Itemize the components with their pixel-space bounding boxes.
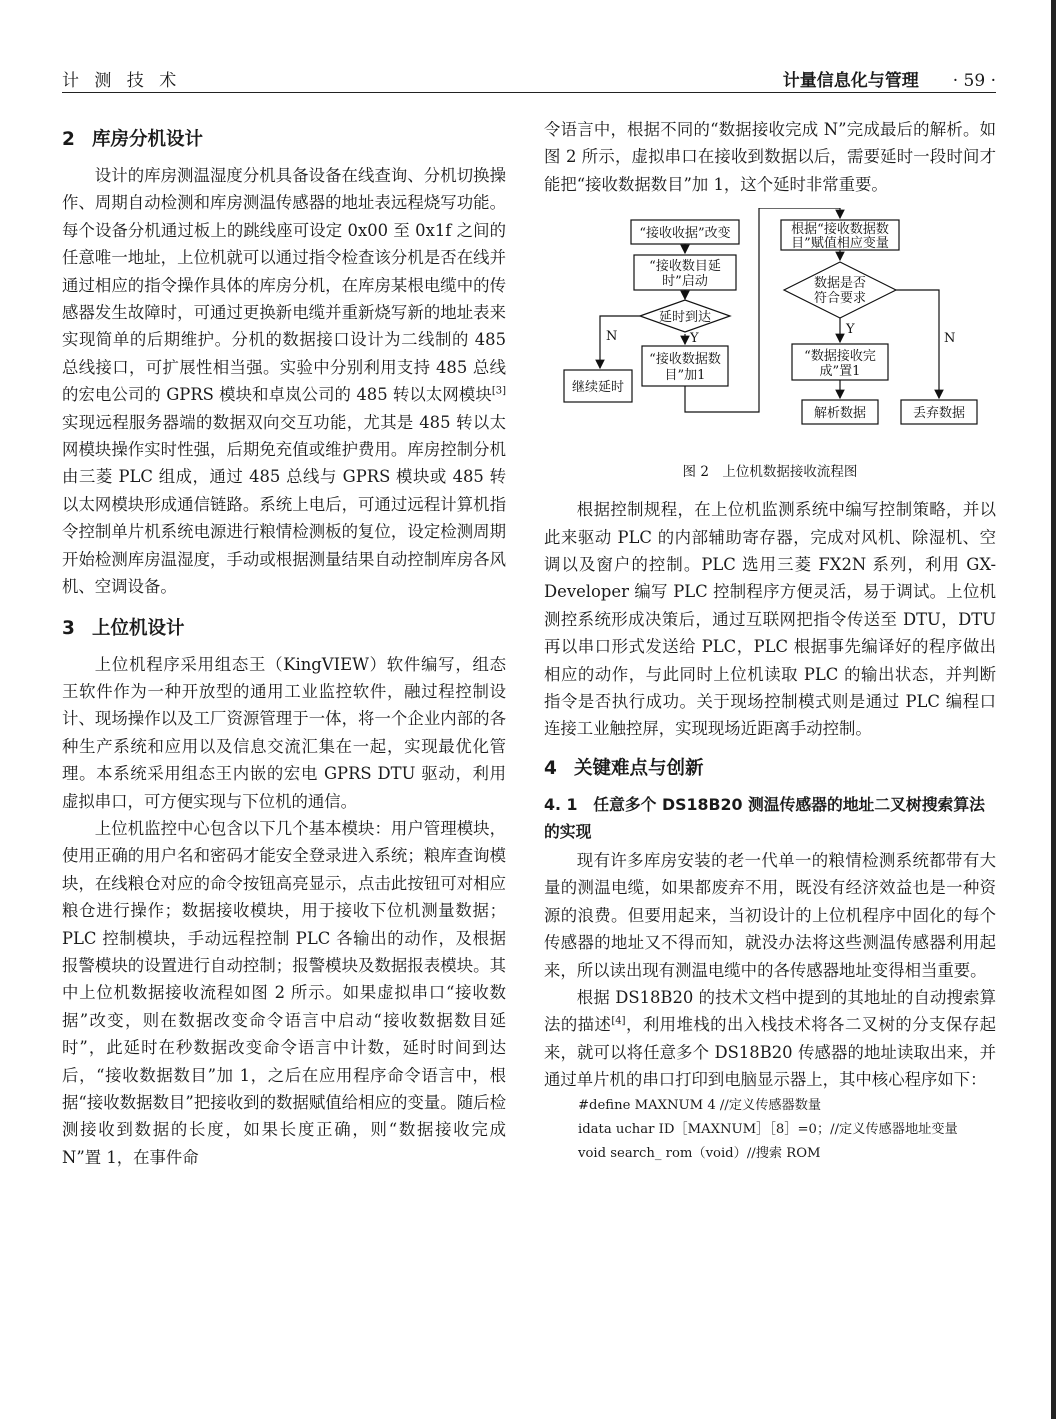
node-continue-delay: [564, 370, 632, 402]
flowchart-svg: [544, 208, 996, 490]
header-section-name: 计 测 技 术: [62, 71, 182, 91]
header-rule: [62, 92, 996, 93]
svg-text:符合要求: 符合要求: [813, 291, 867, 307]
section-2-paragraph: 设计的库房测温湿度分机具备设备在线查询、分机切换操作、周期自动检测和库房测温传感器的地址表远程烧写功能。每个设备分机通过板上的跳线座可设定 0x00 至 0x1f 之间的任意唯一地址，上位机就可以通过指令检查该分机是否在线并通过相应的指令操作具体的库房分机，在库房某根电缆中的传感器发生故障时，可通过更换新电缆并重新烧写新的地址表来实现简单的后期维护。分机的数据接口设计为二线制的 485 总线接口，可扩展性相当强。实验中分别利用支持 485 总线的宏电公司的 GPRS 模块和卓岚公司的 485 转以太网模块[3]实现远程服务器端的数据双向交互功能，尤其是 485 转以太网模块操作实时性强，后期免充值或维护费用。库房控制分机由三菱 PLC 组成，通过 485 总线与 GPRS 模块或 485 转以太网模块形成通信链路。系统上电后，可通过远程计算机指令控制单片机系统电源进行粮情检测板的复位，设定检测周期开始检测库房温湿度，手动或根据测量结果自动控制库房各风机、空调设备。: [62, 166, 506, 597]
figure-2-flowchart: [544, 208, 996, 490]
svg-text:目”赋值相应变量: 目”赋值相应变量: [791, 236, 889, 252]
section-4-1-paragraph-2: 根据 DS18B20 的技术文档中提到的其地址的自动搜索算法的描述[4]，利用堆栈的出入栈技术将各二叉树的分支保存起来，就可以将任意多个 DS18B20 传感器的地址读取出来，并通过单片机的串口打印到电脑显示器上，其中核心程序如下：: [544, 987, 996, 1090]
section-3-heading: 3 上位机设计: [62, 617, 185, 639]
svg-text:时”启动: 时”启动: [662, 274, 708, 290]
section-2-heading: 2 库房分机设计: [62, 129, 204, 150]
control-paragraph: 根据控制规程，在上位机监测系统中编写控制策略，并以此来驱动 PLC 的内部辅助寄存器，完成对风机、除湿机、空调以及窗户的控制。PLC 选用三菱 FX2N 系列，利用 GX-Developer 编写 PLC 控制程序方便灵活，易于调试。上位机测控系统形成决策后，通过互联网把指令传送至 DTU，DTU 再以串口形式发送给 PLC，PLC 根据事先编译好的程序做出相应的动作，与此同时上位机读取 PLC 的输出状态，并判断指令是否执行成功。关于现场控制模式则是通过 PLC 编程口连接工业触控屏，实现现场近距离手动控制。: [544, 500, 996, 739]
svg-text:“接收数据数: “接收数据数: [649, 352, 721, 368]
citation-3: [3]: [491, 385, 506, 397]
svg-text:继续延时: 继续延时: [571, 380, 625, 396]
code-line-1: #define MAXNUM 4 //定义传感器数量: [578, 1097, 822, 1113]
node-data-changed: [631, 220, 739, 244]
node-delay-start: [634, 255, 736, 290]
decision-data-valid: [784, 262, 896, 318]
node-discard-data: [901, 400, 977, 424]
svg-text:延时到达: 延时到达: [658, 310, 712, 326]
running-header: [62, 64, 996, 92]
node-count-increment: [642, 346, 728, 386]
label-n-1: N: [606, 329, 618, 345]
decision-delay-reached: [640, 300, 730, 332]
section-3-paragraph-2: 上位机监控中心包含以下几个基本模块：用户管理模块，使用正确的用户名和密码才能安全登录进入系统；粮库查询模块，在线粮仓对应的命令按钮高亮显示，点击此按钮可对相应粮仓进行操作；数据接收模块，用于接收下位机测量数据；PLC 控制模块，手动远程控制 PLC 各输出的动作，及根据报警模块的设置进行自动控制；报警模块及数据报表模块。其中上位机数据接收流程如图 2 所示。如果虚拟串口“接收数据”改变，则在数据改变命令语言中启动“接收数据数目延时”，此延时在秒数据改变命令语言中计数，延时时间到达后，“接收数据数目”加 1，之后在应用程序命令语言中，根据“接收数据数目”把接收到的数据赋值给相应的变量。随后检测接收到数据的长度，如果长度正确，则“数据接收完成 N”置 1，在事件命: [62, 818, 506, 1167]
citation-4: [4]: [611, 1015, 626, 1027]
page-number: · 59 ·: [952, 71, 996, 91]
svg-text:数据是否: 数据是否: [813, 276, 867, 292]
svg-text:根据“接收数据数: 根据“接收数据数: [791, 222, 889, 238]
figure-2-caption: 图 2 上位机数据接收流程图: [682, 464, 858, 481]
section-4-1-paragraph-1: 现有许多库房安装的老一代单一的粮情检测系统都带有大量的测温电缆，如果都废弃不用，既没有经济效益也是一种资源的浪费。但要用起来，当初设计的上位机程序中固化的每个传感器的地址又不得而知，就没办法将这些测温传感器利用起来，所以读出现有测温电缆中的各传感器地址变得相当重要。: [544, 850, 996, 980]
header-journal-name: 计量信息化与管理: [782, 71, 919, 91]
page-edge-bar: [1051, 0, 1056, 1419]
node-assign-variables: [781, 220, 899, 251]
svg-text:解析数据: 解析数据: [813, 406, 867, 422]
label-y-2: Y: [846, 322, 855, 338]
section-4-heading: 4 关键难点与创新: [544, 757, 704, 779]
section-4-1-heading: 4. 1 任意多个 DS18B20 测温传感器的地址二叉树搜索算法的实现: [544, 794, 985, 841]
svg-text:“数据接收完: “数据接收完: [804, 349, 876, 365]
code-line-2: idata uchar ID［MAXNUM］［8］=0；//定义传感器地址变量: [578, 1121, 958, 1137]
svg-text:“接收收据”改变: “接收收据”改变: [639, 226, 731, 242]
label-n-2: N: [944, 331, 956, 347]
left-column: [62, 116, 506, 1171]
svg-text:丢弃数据: 丢弃数据: [912, 406, 966, 422]
svg-text:成”置1: 成”置1: [819, 364, 861, 380]
node-parse-data: [802, 400, 878, 424]
svg-text:“接收数目延: “接收数目延: [649, 259, 721, 275]
label-y-1: Y: [690, 331, 699, 347]
code-line-3: void search_ rom（void）//搜索 ROM: [578, 1145, 821, 1161]
node-receive-complete: [792, 344, 888, 380]
right-column: [544, 116, 996, 1166]
section-3-paragraph-1: 上位机程序采用组态王（KingVIEW）软件编写，组态王软件作为一种开放型的通用工业监控软件，融过程控制设计、现场操作以及工厂资源管理于一体，将一个企业内部的各种生产系统和应用以及信息交流汇集在一起，实现最优化管理。本系统采用组态王内嵌的宏电 GPRS DTU 驱动，利用虚拟串口，可方便实现与下位机的通信。: [62, 654, 506, 811]
header-right: [783, 66, 996, 91]
svg-text:目”加1: 目”加1: [664, 368, 706, 384]
continued-paragraph: 令语言中，根据不同的“数据接收完成 N”完成最后的解析。如图 2 所示，虚拟串口在接收到数据以后，需要延时一段时间才能把“接收数据数目”加 1，这个延时非常重要。: [544, 120, 996, 194]
